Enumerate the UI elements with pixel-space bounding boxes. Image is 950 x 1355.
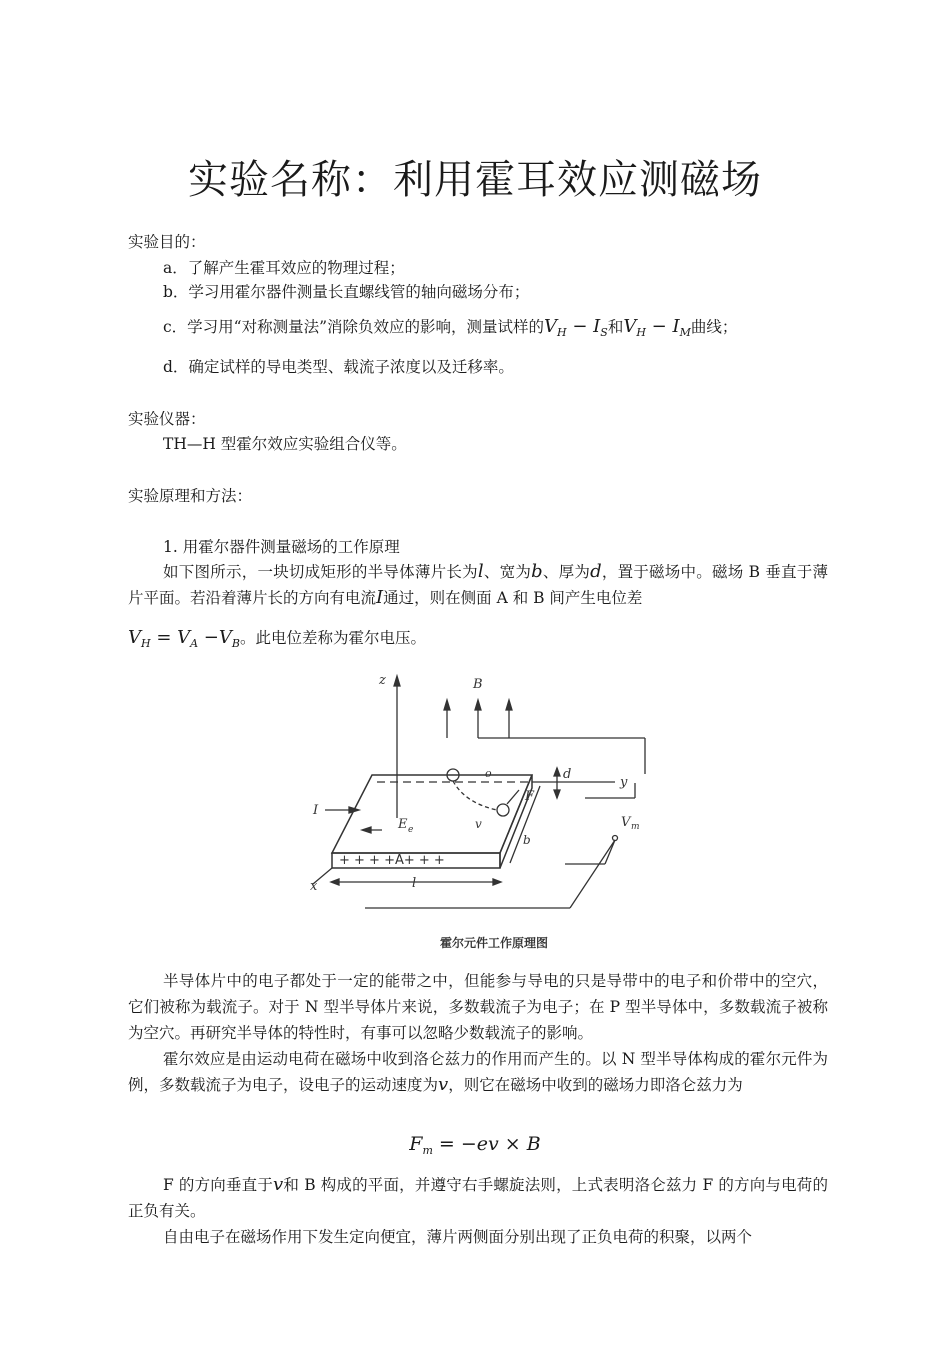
label-Vm: V xyxy=(621,815,631,830)
principle-paragraph-3: 霍尔效应是由运动电荷在磁场中收到洛仑兹力的作用而产生的。以 N 型半导体构成的霍尔元件为例，多数载流子为电子，设电子的运动速度为v，则它在磁场中收到的磁场力即洛仑兹力为 xyxy=(128,1050,828,1095)
instrument-heading: 实验仪器： xyxy=(128,410,206,428)
label-v: v xyxy=(475,817,482,831)
item-c-mid: 和 xyxy=(607,318,624,336)
instrument-text: TH—H 型霍尔效应实验组合仪等。 xyxy=(163,435,407,453)
label-y: y xyxy=(620,775,628,790)
label-d: d xyxy=(563,767,572,782)
label-z: z xyxy=(379,673,386,688)
principle-paragraph-5: 自由电子在磁场作用下发生定向便宜，薄片两侧面分别出现了正负电荷的积聚，以两个 xyxy=(163,1228,753,1246)
lorentz-force-equation: $F_m = -ev \times B$ xyxy=(409,1133,541,1157)
formula-vh-im: $V_H - I_M$ xyxy=(623,316,691,339)
purpose-item-d: d．确定试样的导电类型、载流子浓度以及迁移率。 xyxy=(163,358,514,376)
label-E: E xyxy=(398,817,408,832)
page-title: 实验名称：利用霍耳效应测磁场 xyxy=(188,157,762,203)
purpose-item-c xyxy=(163,316,737,344)
label-Vm-sub: m xyxy=(631,822,640,832)
purpose-heading: 实验目的： xyxy=(128,233,206,251)
formula-vh-is: $V_H - I_S$ xyxy=(544,316,608,339)
item-c-prefix: c．学习用“对称测量法”消除负效应的影响，测量试样的 xyxy=(163,318,545,336)
principle-paragraph-1: 如下图所示，一块切成矩形的半导体薄片长为l、宽为b、厚为d，置于磁场中。磁场 B 垂直于薄片平面。若沿着薄片长的方向有电流I通过，则在侧面 A 和 B 间产生电位差 xyxy=(128,561,828,608)
label-l: l xyxy=(412,876,417,891)
item-c-suffix: 曲线； xyxy=(690,318,738,336)
label-B: B xyxy=(473,677,483,692)
purpose-item-b: b．学习用霍尔器件测量长直螺线管的轴向磁场分布； xyxy=(163,283,530,301)
principle-paragraph-2: 半导体片中的电子都处于一定的能带之中，但能参与导电的只是导带中的电子和价带中的空穴，它们被称为载流子。对于 N 型半导体片来说，多数载流子为电子；在 P 型半导体中，多数载流子被称为空穴。再研究半导体的特性时，有事可以忽略少数载流子的影响。 xyxy=(128,972,828,1042)
label-o: o xyxy=(485,767,492,780)
principle-paragraph-4: F 的方向垂直于v和 B 构成的平面，并遵守右手螺旋法则，上式表明洛仑兹力 F 的方向与电荷的正负有关。 xyxy=(128,1174,828,1220)
label-E-sub: e xyxy=(408,825,414,835)
section1-title: 1. 用霍尔器件测量磁场的工作原理 xyxy=(163,538,400,556)
label-I: I xyxy=(313,803,319,818)
label-F: F xyxy=(525,789,535,804)
purpose-item-a: a．了解产生霍耳效应的物理过程； xyxy=(163,259,405,277)
label-b: b xyxy=(523,833,531,847)
label-x: x xyxy=(310,879,318,894)
hall-voltage-line: $V_H = V_A -V_B$。此电位差称为霍尔电压。 xyxy=(128,627,426,650)
formula-vh: $V_H = V_A -V_B$ xyxy=(128,627,240,650)
hall-element-figure xyxy=(285,668,685,958)
label-charges: + + + +A+ + + xyxy=(339,853,445,868)
figure-caption: 霍尔元件工作原理图 xyxy=(440,936,549,950)
principle-heading: 实验原理和方法： xyxy=(128,487,253,505)
